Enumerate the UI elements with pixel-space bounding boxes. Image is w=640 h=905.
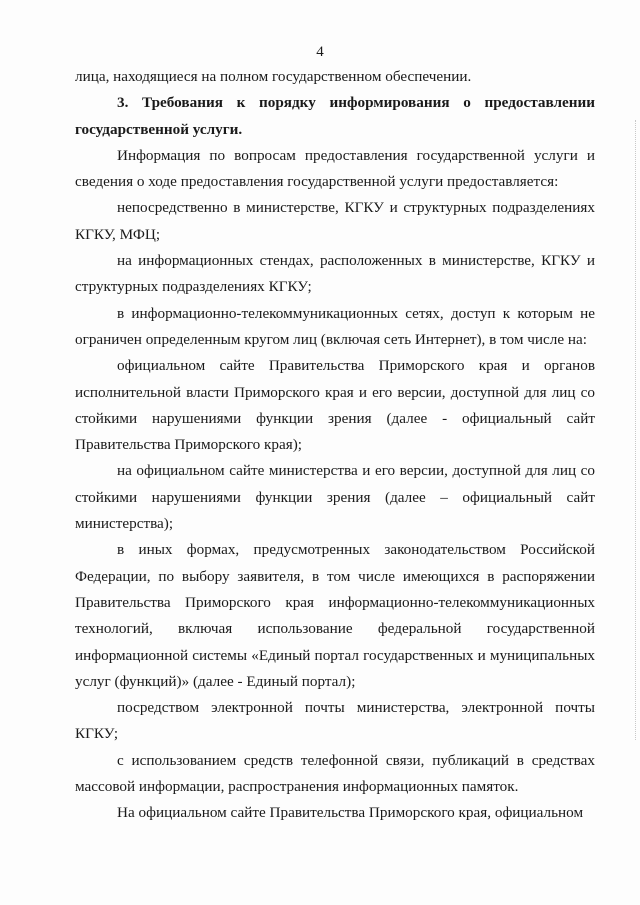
paragraph-official-site: На официальном сайте Правительства Приморского края, официальном [117,804,584,822]
page-number: 4 [316,44,324,60]
paragraph-info-stands: на информационных стендах, расположенных в министерстве, КГКУ и структурных подразделениях КГКУ; [75,252,595,296]
paragraph-email: посредством электронной почты министерства, электронной почты КГКУ; [75,699,595,743]
scan-edge-marks [633,120,636,740]
paragraph-directly: непосредственно в министерстве, КГКУ и структурных подразделениях КГКУ, МФЦ; [75,199,595,243]
paragraph-other-forms: в иных формах, предусмотренных законодательством Российской Федерации, по выбору заявителя, в том числе имеющихся в распоряжении Правительства Приморского края информационно-телекоммуникационных технологий, включая использование федеральной государственной информационной системы «Единый портал государственных и муниципальных услуг (функций)» (далее - Единый портал); [75,541,595,690]
document-body [75,64,595,827]
paragraph-ministry-site: на официальном сайте министерства и его версии, доступной для лиц со стойкими нарушениями функции зрения (далее – официальный сайт министерства); [75,462,595,533]
section-heading: 3. Требования к порядку информирования о предоставлении государственной услуги. [75,94,595,138]
paragraph-phone: с использованием средств телефонной связи, публикаций в средствах массовой информации, распространения информационных памяток. [75,751,595,796]
paragraph-government-site: официальном сайте Правительства Приморского края и органов исполнительной власти Приморского края и его версии, доступной для лиц со стойкими нарушениями функции зрения (далее - официальный сайт Правительства Приморского края); [75,357,595,454]
paragraph-networks: в информационно-телекоммуникационных сетях, доступ к которым не ограничен определенным кругом лиц (включая сеть Интернет), в том числе на: [75,304,595,348]
paragraph-info-intro: Информация по вопросам предоставления государственной услуги и сведения о ходе предоставления государственной услуги предоставляется: [75,146,595,191]
paragraph-continuation: лица, находящиеся на полном государственном обеспечении. [75,68,472,85]
